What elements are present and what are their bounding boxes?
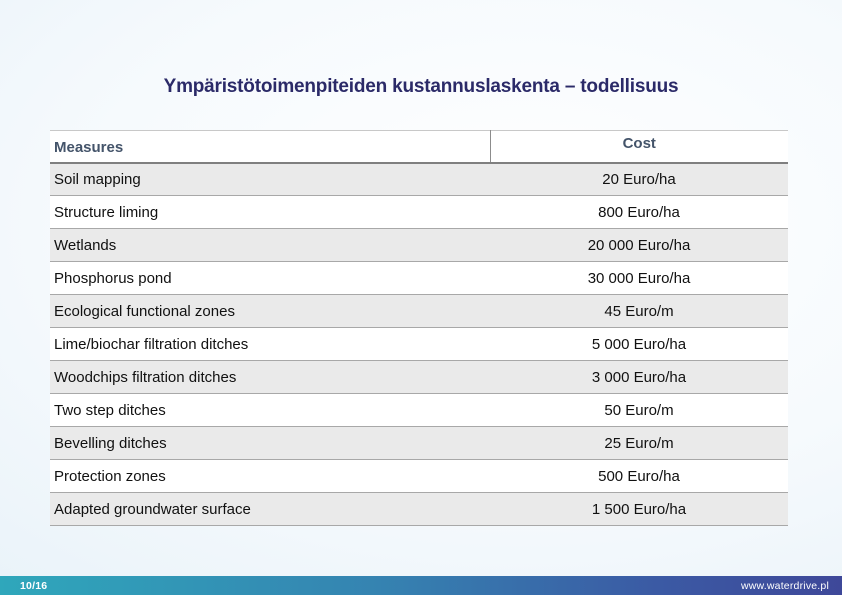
cost-cell: 5 000 Euro/ha xyxy=(490,328,788,361)
measure-cell: Bevelling ditches xyxy=(50,427,490,460)
cost-cell: 50 Euro/m xyxy=(490,394,788,427)
measure-cell: Lime/biochar filtration ditches xyxy=(50,328,490,361)
measure-cell: Woodchips filtration ditches xyxy=(50,361,490,394)
table-row xyxy=(50,427,788,460)
measure-cell: Ecological functional zones xyxy=(50,295,490,328)
table-row xyxy=(50,196,788,229)
cost-cell: 20 000 Euro/ha xyxy=(490,229,788,262)
measure-cell: Protection zones xyxy=(50,460,490,493)
cost-cell: 1 500 Euro/ha xyxy=(490,493,788,526)
table-row xyxy=(50,163,788,196)
cost-cell: 30 000 Euro/ha xyxy=(490,262,788,295)
cost-table xyxy=(50,130,788,526)
measure-cell: Adapted groundwater surface xyxy=(50,493,490,526)
table-row xyxy=(50,460,788,493)
cost-cell: 20 Euro/ha xyxy=(490,163,788,196)
column-header-measures: Measures xyxy=(50,131,490,163)
table-row xyxy=(50,262,788,295)
measure-cell: Structure liming xyxy=(50,196,490,229)
table-row xyxy=(50,229,788,262)
cost-table-header xyxy=(50,131,788,163)
cost-table-body xyxy=(50,163,788,526)
column-header-cost: Cost xyxy=(490,131,788,163)
footer-bar xyxy=(0,576,842,595)
footer-website: www.waterdrive.pl xyxy=(740,579,829,592)
cost-cell: 500 Euro/ha xyxy=(490,460,788,493)
table-row xyxy=(50,295,788,328)
measure-cell: Two step ditches xyxy=(50,394,490,427)
measure-cell: Wetlands xyxy=(50,229,490,262)
slide-title: Ympäristötoimenpiteiden kustannuslaskenta – todellisuus xyxy=(163,76,679,97)
table-row xyxy=(50,493,788,526)
cost-cell: 800 Euro/ha xyxy=(490,196,788,229)
measure-cell: Soil mapping xyxy=(50,163,490,196)
cost-cell: 25 Euro/m xyxy=(490,427,788,460)
cost-cell: 3 000 Euro/ha xyxy=(490,361,788,394)
cost-cell: 45 Euro/m xyxy=(490,295,788,328)
table-row xyxy=(50,361,788,394)
table-row xyxy=(50,328,788,361)
measure-cell: Phosphorus pond xyxy=(50,262,490,295)
page-indicator: 10/16 xyxy=(20,579,48,592)
table-row xyxy=(50,394,788,427)
